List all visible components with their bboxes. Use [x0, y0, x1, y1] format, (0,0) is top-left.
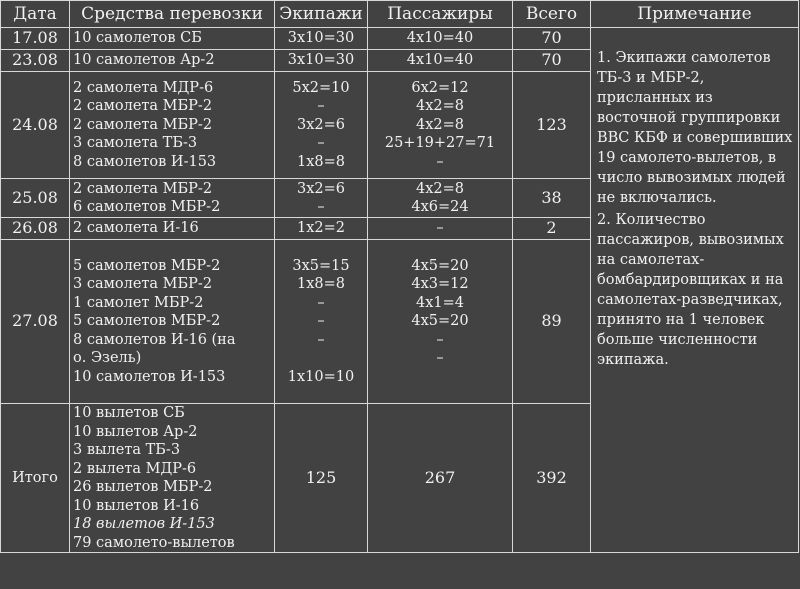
vehicles-cell [70, 240, 275, 404]
vehicles-cell [70, 72, 275, 179]
passengers-cell-line: 4x6=24 [411, 199, 469, 215]
vehicles-cell-line: 8 самолетов И-153 [73, 153, 217, 170]
crews-cell-line: 3x2=6 [296, 180, 345, 197]
vehicles-cell-line: 2 самолета МДР-6 [73, 79, 214, 96]
passengers-cell-line: 4x1=4 [415, 294, 464, 311]
passengers-cell-line: 4x2=8 [415, 98, 464, 115]
crews-cell [275, 50, 368, 72]
vehicles-cell-line: о. Эзель) [73, 350, 142, 367]
crews-cell [275, 179, 368, 218]
total-cell: 89 [513, 240, 591, 404]
totals-crews-cell: 125 [275, 404, 368, 553]
crews-cell [275, 240, 368, 404]
totals-vehicles-cell-line: 10 вылетов СБ [73, 405, 185, 421]
totals-label: Итого [1, 404, 70, 553]
vehicles-cell-line: 5 самолетов МБР-2 [73, 257, 221, 274]
vehicles-cell [70, 50, 275, 72]
totals-vehicles-cell-line: 10 вылетов И-16 [73, 497, 200, 514]
vehicles-cell-line: 3 самолета ТБ-3 [73, 135, 198, 152]
crews-cell-line: – [317, 98, 325, 115]
passengers-cell-line: 4x5=20 [411, 257, 469, 274]
vehicles-cell [70, 28, 275, 50]
totals-passengers-cell: 267 [368, 404, 513, 553]
crews-cell-line: – [317, 313, 325, 330]
vehicles-cell-line: 2 самолета МБР-2 [73, 98, 213, 115]
vehicles-cell-line: 10 самолетов СБ [73, 30, 202, 47]
passengers-cell-line: – [436, 331, 444, 348]
vehicles-cell-line: 10 самолетов Ар-2 [73, 52, 215, 69]
table-body [1, 28, 799, 553]
totals-total-cell: 392 [513, 404, 591, 553]
table-row [1, 28, 799, 50]
crews-cell [275, 72, 368, 179]
totals-vehicles-cell-line: 18 вылетов И-153 [73, 516, 215, 532]
vehicles-cell-line: 2 самолета И-16 [73, 220, 199, 237]
crews-cell-line: – [317, 199, 325, 215]
crews-cell-line: 3x10=30 [287, 52, 355, 69]
date-cell: 26.08 [1, 218, 70, 240]
passengers-cell-line: 25+19+27=71 [384, 135, 496, 152]
vehicles-cell-line: 8 самолетов И-16 (на [73, 331, 236, 348]
passengers-cell-line: – [436, 350, 444, 367]
passengers-cell-line: – [436, 153, 444, 170]
totals-vehicles-cell-line: 2 вылета МДР-6 [73, 460, 197, 477]
total-cell: 123 [513, 72, 591, 179]
crews-cell-line: 3x10=30 [287, 30, 355, 47]
note-paragraph: 2. Количество пассажиров, вывозимых на самолетах-бомбардировщиках и на самолетах-разведчиках, принято на 1 человек больше численности экипажа. [597, 212, 784, 368]
vehicles-cell-line: 1 самолет МБР-2 [73, 294, 204, 311]
date-cell: 25.08 [1, 179, 70, 218]
header-row [1, 1, 799, 28]
passengers-cell-line: 6x2=12 [411, 79, 469, 96]
total-cell: 70 [513, 28, 591, 50]
vehicles-cell-line: 10 самолетов И-153 [73, 368, 226, 385]
totals-vehicles-cell-line: 26 вылетов МБР-2 [73, 479, 213, 495]
passengers-cell [368, 218, 513, 240]
passengers-cell-line: 4x10=40 [406, 30, 474, 47]
crews-cell-line: 5x2=10 [292, 79, 350, 96]
passengers-cell-line [371, 368, 509, 387]
date-cell: 24.08 [1, 72, 70, 179]
crews-cell-line: 1x8=8 [296, 276, 345, 293]
passengers-cell-line: 4x2=8 [415, 116, 464, 133]
vehicles-cell-line: 6 самолетов МБР-2 [73, 199, 221, 215]
vehicles-cell [70, 179, 275, 218]
crews-cell-line: – [317, 294, 325, 311]
date-cell: 23.08 [1, 50, 70, 72]
header-passengers: Пассажиры [368, 1, 513, 28]
totals-vehicles-cell-line: 10 вылетов Ар-2 [73, 423, 198, 440]
passengers-cell [368, 240, 513, 404]
vehicles-cell [70, 218, 275, 240]
date-cell: 17.08 [1, 28, 70, 50]
passengers-cell [368, 50, 513, 72]
header-vehicles: Средства перевозки [70, 1, 275, 28]
totals-vehicles-cell-line: 3 вылета ТБ-3 [73, 442, 181, 458]
passengers-cell-line: – [436, 220, 444, 237]
totals-vehicles-cell [70, 404, 275, 553]
crews-cell-line: 3x2=6 [296, 116, 345, 133]
vehicles-cell-line: 5 самолетов МБР-2 [73, 313, 221, 330]
note-paragraph: 1. Экипажи самолетов ТБ-3 и МБР-2, присланных из восточной группировки ВВС КБФ и совершивших 19 самолето-вылетов, в число вывозимых людей не включались. [597, 50, 793, 206]
crews-cell-line: – [317, 331, 325, 348]
header-date: Дата [1, 1, 70, 28]
crews-cell-line: 1x2=2 [296, 220, 345, 237]
header-crews: Экипажи [275, 1, 368, 28]
total-cell: 38 [513, 179, 591, 218]
totals-vehicles-cell-line: 79 самолето-вылетов [73, 534, 235, 551]
vehicles-cell-line: 2 самолета МБР-2 [73, 180, 213, 197]
crews-cell-line: – [317, 135, 325, 152]
vehicles-cell-line: 2 самолета МБР-2 [73, 116, 213, 133]
passengers-cell [368, 72, 513, 179]
passengers-cell-line: 4x3=12 [411, 276, 469, 293]
crews-cell-line: 1x10=10 [287, 368, 355, 385]
date-cell: 27.08 [1, 240, 70, 404]
crews-cell [275, 28, 368, 50]
vehicles-cell-line: 3 самолета МБР-2 [73, 276, 213, 293]
crews-cell-line [278, 349, 364, 368]
passengers-cell-line: 4x2=8 [415, 180, 464, 197]
total-cell: 70 [513, 50, 591, 72]
passengers-cell-line: 4x10=40 [406, 52, 474, 69]
crews-cell-line: 1x8=8 [296, 153, 345, 170]
passengers-cell [368, 28, 513, 50]
crews-cell-line: 3x5=15 [292, 257, 350, 274]
crews-cell [275, 218, 368, 240]
notes-cell [591, 28, 799, 553]
passengers-cell-line: 4x5=20 [411, 313, 469, 330]
total-cell: 2 [513, 218, 591, 240]
header-note: Примечание [591, 1, 799, 28]
passengers-cell [368, 179, 513, 218]
header-total: Всего [513, 1, 591, 28]
